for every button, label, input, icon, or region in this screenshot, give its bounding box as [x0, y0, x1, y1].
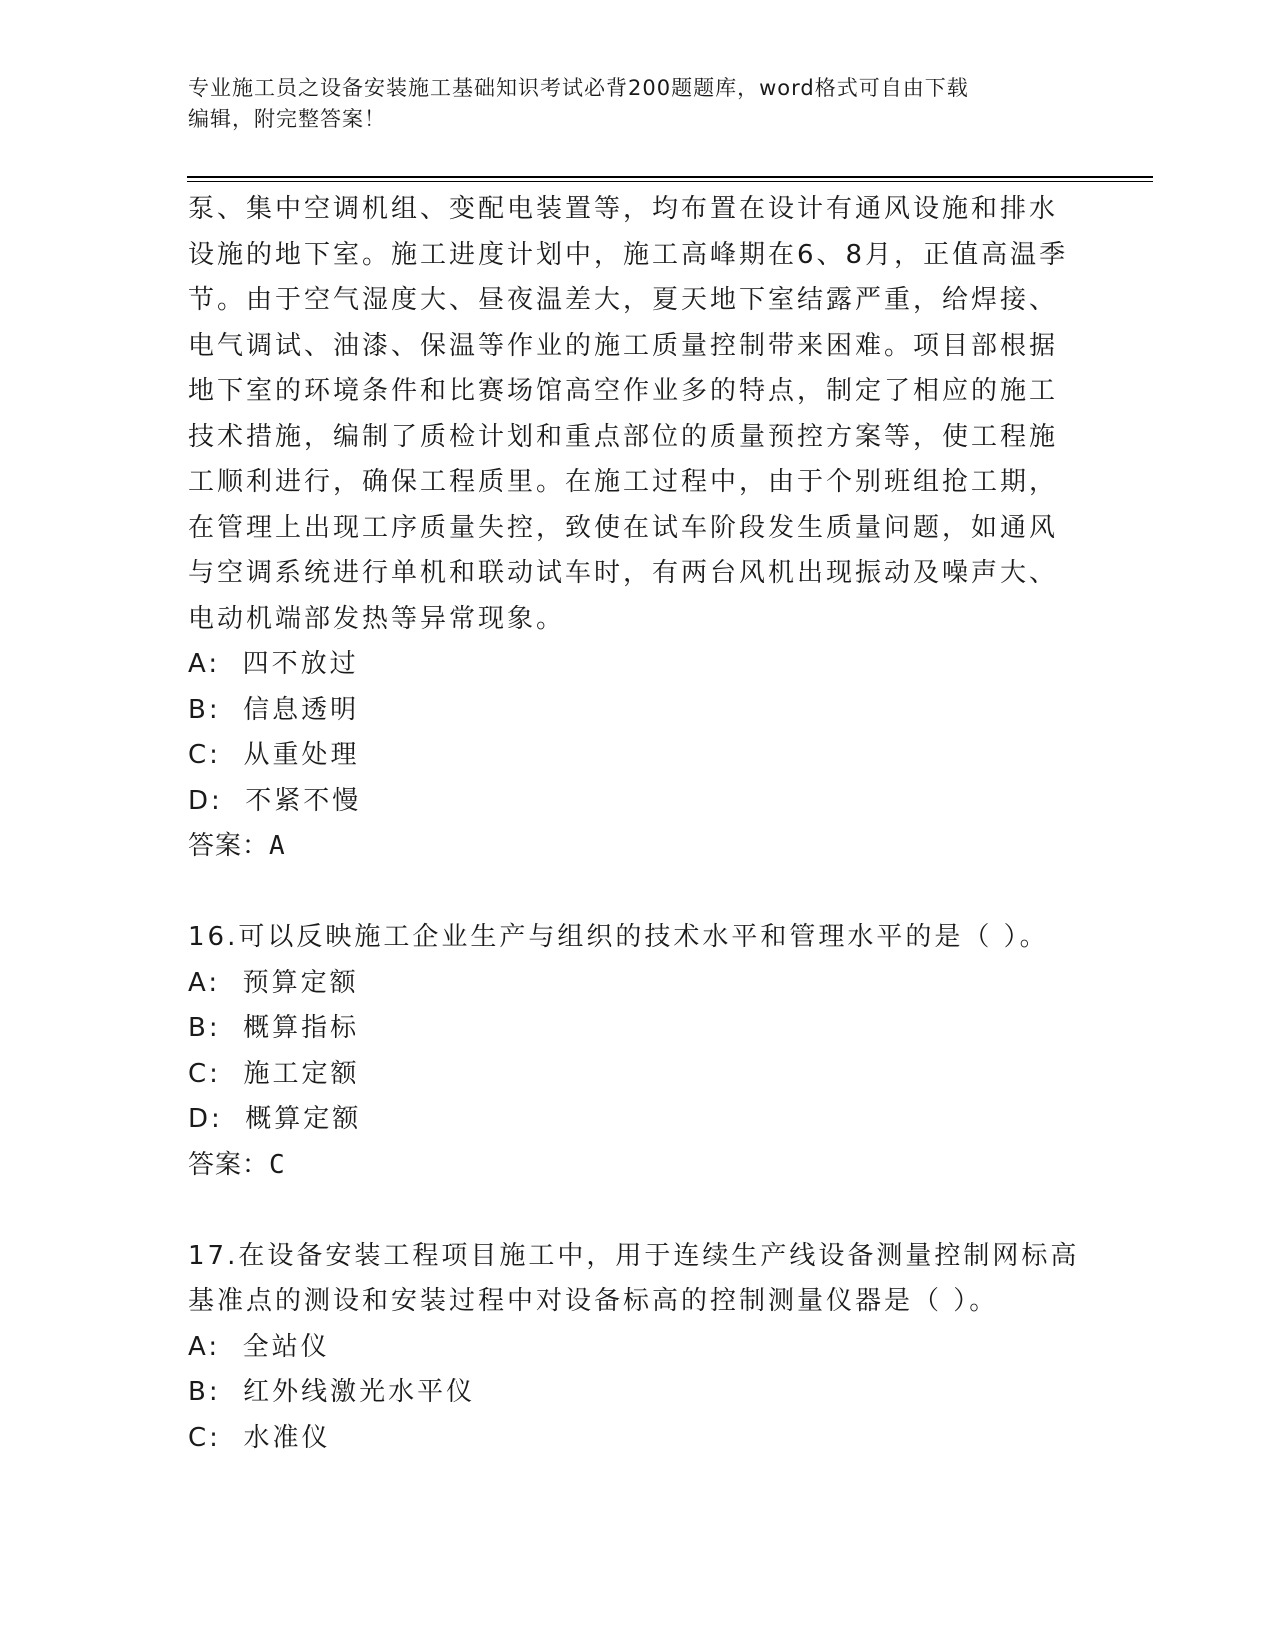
answer-value: A [269, 831, 286, 861]
header-rule-thin [187, 181, 1153, 182]
option-a: A: 四不放过 [188, 649, 359, 679]
option-b: B: 概算指标 [188, 1013, 360, 1043]
document-body [188, 187, 1088, 1461]
answer-label: 答案： [188, 831, 270, 861]
question-text-line: 电气调试、油漆、保温等作业的施工质量控制带来困难。项目部根据 [188, 330, 1059, 361]
question-text-line: 与空调系统进行单机和联动试车时，有两台风机出现振动及噪声大、 [188, 558, 1059, 588]
option-c: C: 施工定额 [188, 1058, 360, 1089]
spacer [188, 870, 1088, 916]
option-c: C: 从重处理 [188, 740, 360, 770]
option-b: B: 红外线激光水平仪 [188, 1377, 476, 1407]
option-c: C: 水准仪 [188, 1422, 331, 1453]
question-15-continued [188, 187, 1088, 870]
answer-label: 答案： [188, 1149, 270, 1180]
spacer [188, 1188, 1088, 1234]
question-text-line: 在管理上出现工序质量失控，致使在试车阶段发生质量问题，如通风 [188, 512, 1059, 543]
question-text-line: 技术措施，编制了质检计划和重点部位的质量预控方案等，使工程施 [188, 421, 1059, 452]
question-17 [188, 1234, 1088, 1462]
question-text-line: 地下室的环境条件和比赛场馆高空作业多的特点，制定了相应的施工 [188, 376, 1059, 406]
page-header [188, 73, 1088, 135]
option-d: D: 概算定额 [188, 1104, 362, 1134]
option-a: A: 全站仪 [188, 1331, 330, 1362]
question-text-line: 电动机端部发热等异常现象。 [188, 603, 566, 634]
question-16 [188, 915, 1088, 1188]
option-d: D: 不紧不慢 [188, 785, 362, 816]
header-line-2: 编辑，附完整答案！ [188, 107, 386, 131]
question-text: 16.可以反映施工企业生产与组织的技术水平和管理水平的是（ ）。 [188, 922, 1049, 952]
option-b: B: 信息透明 [188, 694, 360, 725]
question-text-line: 节。由于空气湿度大、昼夜温差大，夏天地下室结露严重，给焊接、 [188, 285, 1059, 315]
question-text-line: 17.在设备安装工程项目施工中，用于连续生产线设备测量控制网标高 [188, 1240, 1080, 1271]
question-text-line: 泵、集中空调机组、变配电装置等，均布置在设计有通风设施和排水 [188, 194, 1059, 224]
question-text-line: 设施的地下室。施工进度计划中，施工高峰期在6、8月，正值高温季 [188, 239, 1069, 270]
option-a: A: 预算定额 [188, 967, 359, 998]
header-line-1: 专业施工员之设备安装施工基础知识考试必背200题题库，word格式可自由下载 [188, 76, 969, 100]
answer-line [188, 824, 1088, 870]
header-rule-thick [187, 176, 1153, 178]
answer-value: C [269, 1149, 286, 1180]
question-text-line: 工顺利进行，确保工程质里。在施工过程中，由于个别班组抢工期， [188, 467, 1059, 497]
question-text-line: 基准点的测设和安装过程中对设备标高的控制测量仪器是（ ）。 [188, 1286, 999, 1316]
answer-line [188, 1143, 1088, 1189]
